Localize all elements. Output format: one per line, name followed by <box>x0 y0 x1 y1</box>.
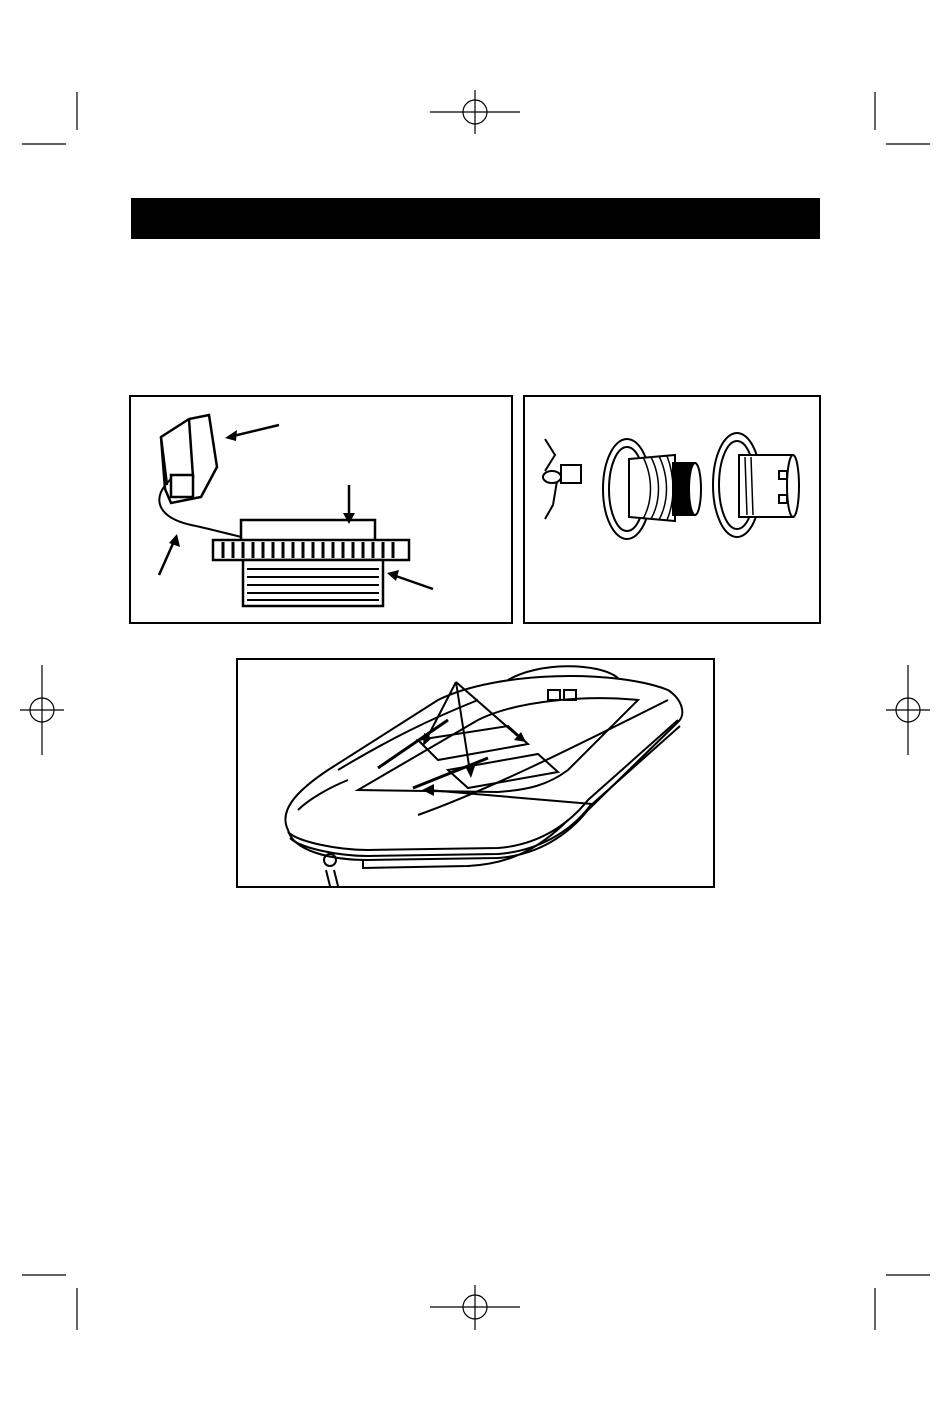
figure-valve-cap <box>129 395 513 624</box>
section-header-bar <box>131 198 820 239</box>
registration-mark-top <box>430 90 520 134</box>
figure-inflatable-boat <box>236 658 715 888</box>
inflatable-boat-icon <box>238 660 713 886</box>
registration-mark-left <box>20 665 64 755</box>
figure-valve-parts <box>523 395 821 624</box>
registration-mark-bottom <box>430 1285 520 1330</box>
registration-mark-right <box>886 665 930 755</box>
valve-cap-icon <box>131 397 511 622</box>
valve-assembly-icon <box>525 397 819 622</box>
